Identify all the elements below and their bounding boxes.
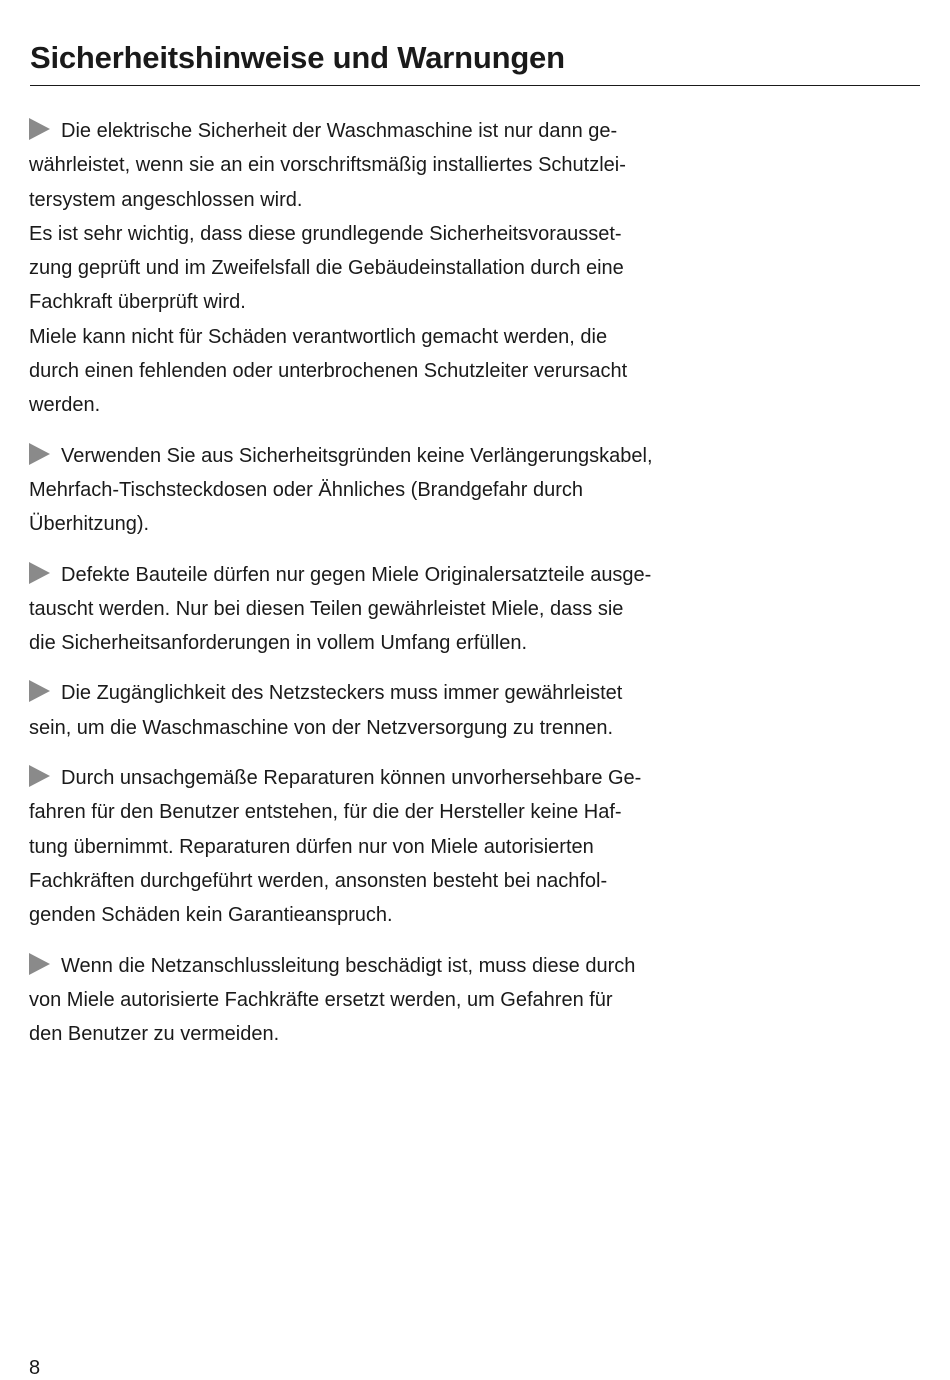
text-line: währleistet, wenn sie an ein vorschriftsmäßig installiertes Schutzlei- xyxy=(29,154,626,177)
text-line: fahren für den Benutzer entstehen, für die der Hersteller keine Haf- xyxy=(29,801,622,824)
text-line: genden Schäden kein Garantieanspruch. xyxy=(29,904,393,927)
page-header xyxy=(30,38,920,86)
text-line: von Miele autorisierte Fachkräfte ersetzt werden, um Gefahren für xyxy=(29,988,613,1011)
page-title: Sicherheitshinweise und Warnungen xyxy=(30,40,565,75)
text-line: werden. xyxy=(29,394,101,417)
safety-paragraph xyxy=(29,676,929,745)
text-line: tauscht werden. Nur bei diesen Teilen gewährleistet Miele, dass sie xyxy=(29,597,624,620)
text-line: Die elektrische Sicherheit der Waschmaschine ist nur dann ge- xyxy=(29,114,929,148)
text-line: Durch unsachgemäße Reparaturen können unvorhersehbare Ge- xyxy=(29,761,929,795)
safety-paragraph xyxy=(29,558,929,661)
triangle-right-icon xyxy=(29,953,50,975)
safety-paragraph xyxy=(29,439,929,542)
text-line: den Benutzer zu vermeiden. xyxy=(29,1023,280,1046)
text-line: Defekte Bauteile dürfen nur gegen Miele Originalersatzteile ausge- xyxy=(29,558,929,592)
triangle-right-icon xyxy=(29,765,50,787)
safety-paragraph xyxy=(29,949,929,1052)
text-line: Miele kann nicht für Schäden verantwortlich gemacht werden, die xyxy=(29,325,608,348)
text-line: zung geprüft und im Zweifelsfall die Gebäudeinstallation durch eine xyxy=(29,257,624,280)
text-line: durch einen fehlenden oder unterbrochenen Schutzleiter verursacht xyxy=(29,360,628,383)
triangle-right-icon xyxy=(29,562,50,584)
text-line: tersystem angeschlossen wird. xyxy=(29,188,303,211)
text-line: Mehrfach-Tischsteckdosen oder Ähnliches (Brandgefahr durch xyxy=(29,478,583,501)
page-number: 8 xyxy=(29,1357,41,1379)
text-line: Fachkraft überprüft wird. xyxy=(29,291,246,314)
text-line: tung übernimmt. Reparaturen dürfen nur von Miele autorisierten xyxy=(29,835,594,858)
text-line: Überhitzung). xyxy=(29,513,150,536)
text-line: Verwenden Sie aus Sicherheitsgründen keine Verlängerungskabel, xyxy=(29,439,929,473)
text-line: Wenn die Netzanschlussleitung beschädigt ist, muss diese durch xyxy=(29,949,929,983)
triangle-right-icon xyxy=(29,118,50,140)
safety-paragraph xyxy=(29,114,929,423)
triangle-right-icon xyxy=(29,443,50,465)
triangle-right-icon xyxy=(29,680,50,702)
text-line: die Sicherheitsanforderungen in vollem Umfang erfüllen. xyxy=(29,632,528,655)
text-line: sein, um die Waschmaschine von der Netzversorgung zu trennen. xyxy=(29,716,613,739)
text-line: Fachkräften durchgeführt werden, ansonsten besteht bei nachfol- xyxy=(29,869,608,892)
text-line: Es ist sehr wichtig, dass diese grundlegende Sicherheitsvorausset- xyxy=(29,222,622,245)
safety-notes xyxy=(29,114,929,1067)
safety-paragraph xyxy=(29,761,929,932)
text-line: Die Zugänglichkeit des Netzsteckers muss immer gewährleistet xyxy=(29,676,929,710)
